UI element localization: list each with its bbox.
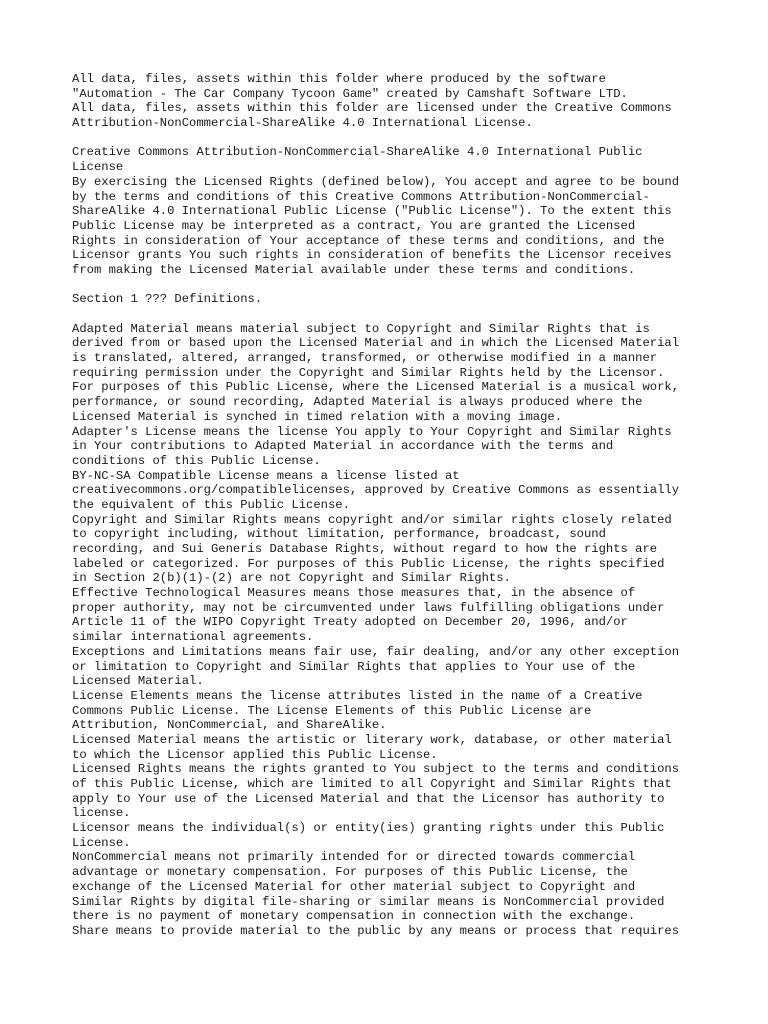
text-line: license. xyxy=(72,806,131,821)
text-line: Share means to provide material to the public by any means or process that requires xyxy=(72,923,680,938)
text-line: Rights in consideration of Your acceptance of these terms and conditions, and the xyxy=(72,233,665,248)
text-line: advantage or monetary compensation. For purposes of this Public License, the xyxy=(72,865,628,880)
text-line: For purposes of this Public License, where the Licensed Material is a musical work, xyxy=(72,380,680,395)
text-line: License. xyxy=(72,835,131,850)
text-line: License Elements means the license attributes listed in the name of a Creative xyxy=(72,688,643,703)
text-line: creativecommons.org/compatiblelicenses, approved by Creative Commons as essentially xyxy=(72,483,680,498)
text-line: Creative Commons Attribution-NonCommercial-ShareAlike 4.0 International Public xyxy=(72,145,643,160)
text-line: Licensed Material. xyxy=(72,674,204,689)
text-line: labeled or categorized. For purposes of this Public License, the rights specified xyxy=(72,556,665,571)
text-line: NonCommercial means not primarily intended for or directed towards commercial xyxy=(72,850,636,865)
text-line: in Your contributions to Adapted Material in accordance with the terms and xyxy=(72,439,614,454)
text-line: ShareAlike 4.0 International Public License ("Public License"). To the extent this xyxy=(72,204,672,219)
text-line: Exceptions and Limitations means fair use, fair dealing, and/or any other exception xyxy=(72,644,680,659)
text-line: All data, files, assets within this folder are licensed under the Creative Commons xyxy=(72,101,672,116)
text-line: performance, or sound recording, Adapted Material is always produced where the xyxy=(72,395,643,410)
text-line: in Section 2(b)(1)-(2) are not Copyright and Similar Rights. xyxy=(72,571,511,586)
text-line: License xyxy=(72,160,124,175)
text-line: Licensor means the individual(s) or entity(ies) granting rights under this Public xyxy=(72,821,665,836)
text-line: Adapter's License means the license You apply to Your Copyright and Similar Rights xyxy=(72,424,672,439)
text-line: Copyright and Similar Rights means copyright and/or similar rights closely related xyxy=(72,512,672,527)
text-line: the equivalent of this Public License. xyxy=(72,497,350,512)
text-line: conditions of this Public License. xyxy=(72,453,321,468)
text-line: Effective Technological Measures means those measures that, in the absence of xyxy=(72,586,636,601)
text-line: Public License may be interpreted as a contract, You are granted the Licensed xyxy=(72,218,636,233)
text-line: Licensed Material is synched in timed relation with a moving image. xyxy=(72,409,563,424)
text-line: by the terms and conditions of this Creative Commons Attribution-NonCommercial- xyxy=(72,189,650,204)
text-line: Licensor grants You such rights in consideration of benefits the Licensor receives xyxy=(72,248,672,263)
text-line: "Automation - The Car Company Tycoon Game" created by Camshaft Software LTD. xyxy=(72,86,628,101)
text-line: Licensed Material means the artistic or literary work, database, or other material xyxy=(72,732,672,747)
text-line: from making the Licensed Material available under these terms and conditions. xyxy=(72,262,636,277)
text-line: Similar Rights by digital file-sharing or similar means is NonCommercial provided xyxy=(72,894,665,909)
text-line: or limitation to Copyright and Similar Rights that applies to Your use of the xyxy=(72,659,636,674)
text-line: Licensed Rights means the rights granted to You subject to the terms and conditions xyxy=(72,762,680,777)
blank-line xyxy=(72,307,712,322)
text-line: derived from or based upon the Licensed Material and in which the Licensed Material xyxy=(72,336,680,351)
text-line: is translated, altered, arranged, transformed, or otherwise modified in a manner xyxy=(72,351,658,366)
text-line: proper authority, may not be circumvented under laws fulfilling obligations under xyxy=(72,600,665,615)
text-line: recording, and Sui Generis Database Rights, without regard to how the rights are xyxy=(72,542,658,556)
text-line: Attribution, NonCommercial, and ShareAlike. xyxy=(72,718,387,733)
text-line: All data, files, assets within this folder where produced by the software xyxy=(72,72,606,86)
text-line: Article 11 of the WIPO Copyright Treaty adopted on December 20, 1996, and/or xyxy=(72,615,628,630)
text-line: By exercising the Licensed Rights (defined below), You accept and agree to be bound xyxy=(72,174,680,189)
text-line: Commons Public License. The License Elements of this Public License are xyxy=(72,703,592,718)
text-line: there is no payment of monetary compensation in connection with the exchange. xyxy=(72,909,636,924)
text-line: Section 1 ??? Definitions. xyxy=(72,292,263,307)
document-page xyxy=(72,72,712,939)
text-line: BY-NC-SA Compatible License means a license listed at xyxy=(72,468,460,483)
text-line: Attribution-NonCommercial-ShareAlike 4.0 International License. xyxy=(72,116,533,131)
blank-line xyxy=(72,131,712,146)
text-line: exchange of the Licensed Material for other material subject to Copyright and xyxy=(72,879,636,894)
text-line: Adapted Material means material subject to Copyright and Similar Rights that is xyxy=(72,321,650,336)
blank-line xyxy=(72,278,712,293)
text-line: of this Public License, which are limited to all Copyright and Similar Rights that xyxy=(72,777,672,791)
text-line: requiring permission under the Copyright and Similar Rights held by the Licensor. xyxy=(72,365,665,380)
text-line: to which the Licensor applied this Public License. xyxy=(72,747,438,762)
text-line: apply to Your use of the Licensed Material and that the Licensor has authority to xyxy=(72,791,665,806)
text-line: to copyright including, without limitation, performance, broadcast, sound xyxy=(72,527,606,542)
text-line: similar international agreements. xyxy=(72,630,314,645)
